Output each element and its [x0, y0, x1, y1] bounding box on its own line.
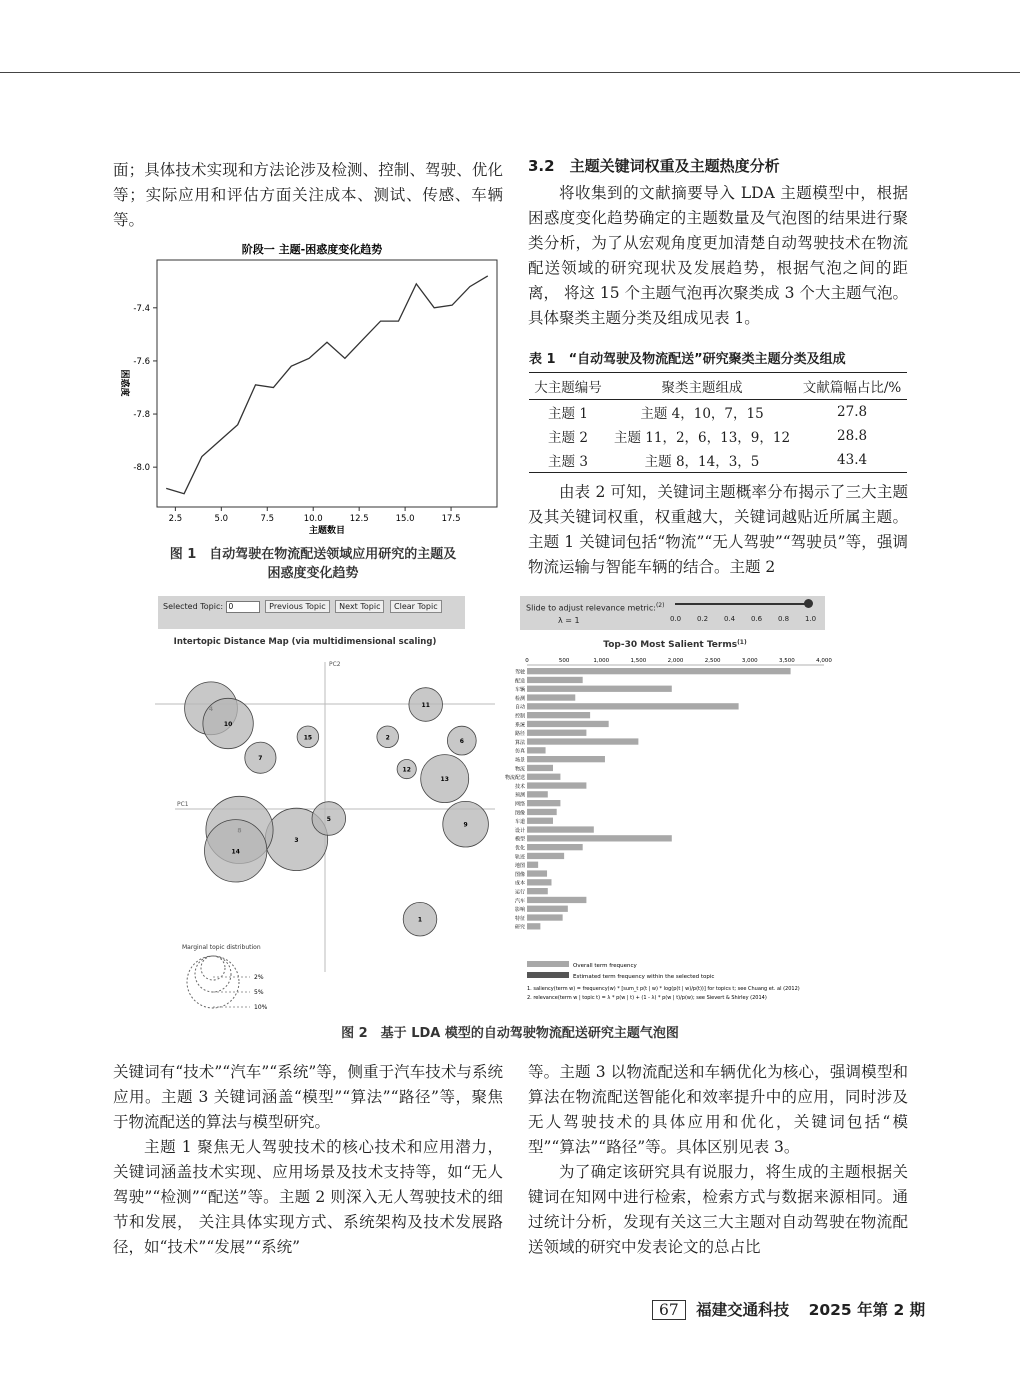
topic-bubble-label: 11	[421, 702, 430, 709]
fig1-xtick-label: 5.0	[214, 514, 229, 524]
legend-estimated-swatch	[527, 972, 569, 978]
term-bar[interactable]	[527, 747, 546, 753]
bottom-left-paragraph-1: 关键词有“技术”“汽车”“系统”等，侧重于汽车技术与系统应用。主题 3 关键词涵盖“模型”“算法”“路径”等，聚焦于物流配送的算法与模型研究。	[113, 1063, 503, 1131]
clear-topic-button[interactable]: Clear Topic	[390, 600, 442, 613]
legend-overall-label: Overall term frequency	[573, 963, 637, 969]
table-cell: 主题 8，14，3，5	[607, 448, 797, 473]
term-label: 运行	[514, 889, 525, 896]
table-1-title: 表 1 “自动驾驶及物流配送”研究聚类主题分类及组成	[529, 352, 846, 367]
relevance-note: 2. relevance(term w | topic t) = λ * p(w | t) + (1 - λ) * p(w | t)/p(w); see Sievert & Shirley (2014)	[527, 995, 767, 1001]
term-bar[interactable]	[527, 888, 548, 894]
fig1-plot-frame	[157, 260, 497, 507]
term-label: 网络	[514, 801, 525, 808]
fig1-xtick-label: 7.5	[260, 514, 275, 524]
term-label: 设计	[514, 827, 525, 834]
term-label: 系统	[514, 722, 525, 729]
term-bar[interactable]	[527, 677, 583, 683]
fig1-ylabel: 困惑度	[119, 369, 129, 397]
relevance-slider-panel	[520, 596, 825, 630]
figure-2-ldavis	[155, 632, 845, 1017]
slider-tick-label: 0.4	[724, 615, 736, 623]
bar-xtick-label: 4,000	[816, 658, 832, 664]
term-bar[interactable]	[527, 879, 552, 885]
topic-bubble-label: 2	[385, 734, 390, 742]
term-label: 影响	[514, 907, 525, 914]
term-bar[interactable]	[527, 756, 605, 762]
fig1-caption-line1: 图 1 自动驾驶在物流配送领域应用研究的主题及	[169, 547, 457, 562]
fig1-xtick-label: 10.0	[303, 514, 323, 524]
term-bar[interactable]	[527, 686, 672, 692]
term-label: 车辆	[514, 687, 525, 694]
previous-topic-button[interactable]: Previous Topic	[265, 600, 329, 613]
bar-xtick-label: 2,000	[667, 658, 684, 664]
table-row	[529, 424, 907, 448]
term-label: 模型	[514, 836, 525, 843]
bar-xtick-label: 1,000	[593, 658, 610, 664]
term-bar[interactable]	[527, 906, 568, 912]
term-bar[interactable]	[527, 835, 672, 841]
term-label: 预测	[514, 792, 525, 799]
table-row	[529, 448, 907, 473]
topic-bubble-label: 7	[258, 755, 263, 763]
term-label: 地图	[514, 863, 525, 870]
topic-bubble-label: 1	[417, 916, 423, 924]
marginal-dist-legend	[187, 956, 268, 1011]
marginal-label: 5%	[254, 989, 264, 996]
topic-bubble-label: 3	[294, 836, 299, 844]
term-label: 算法	[514, 739, 525, 746]
table-1	[529, 348, 907, 473]
term-label: 驾驶	[514, 669, 525, 676]
bar-xtick-label: 3,000	[741, 658, 758, 664]
page-footer	[652, 1298, 925, 1320]
fig1-ytick-label: -7.8	[133, 410, 150, 421]
legend-overall-swatch	[527, 961, 569, 967]
fig1-ytick-label: -7.4	[133, 303, 150, 314]
term-bar[interactable]	[527, 897, 586, 903]
term-label: 优化	[514, 845, 525, 852]
selected-topic-input[interactable]	[226, 601, 260, 613]
term-bar[interactable]	[527, 826, 594, 832]
marginal-label: 10%	[254, 1004, 268, 1011]
term-label: 仿真	[514, 748, 525, 755]
page-number: 67	[652, 1300, 686, 1320]
fig1-xtick-label: 15.0	[395, 514, 415, 524]
topic-bubble-label: 12	[402, 766, 411, 774]
table-cell: 主题 11，2，6，13，9，12	[613, 430, 791, 446]
journal-name: 福建交通科技	[696, 1301, 790, 1319]
table-cell: 28.8	[837, 428, 868, 444]
slider-tick-label: 0.6	[751, 615, 763, 623]
fig1-ytick-label: -7.6	[133, 356, 150, 367]
intertopic-map-title: Intertopic Distance Map (via multidimensional scaling)	[173, 637, 437, 647]
section-3-2-heading: 3.2 主题关键词权重及主题热度分析	[528, 157, 780, 175]
left-top-paragraph: 面；具体技术实现和方法论涉及检测、控制、驾驶、优化等；实际应用和评估方面关注成本、测试、传感、车辆等。	[113, 161, 503, 229]
next-topic-button[interactable]: Next Topic	[335, 600, 384, 613]
topic-control-bar	[158, 596, 465, 629]
journal-issue: 2025 年第 2 期	[808, 1301, 926, 1319]
term-bar[interactable]	[527, 844, 583, 850]
term-bar[interactable]	[527, 923, 540, 929]
topic-bubble-label: 9	[463, 821, 468, 829]
bar-xtick-label: 3,500	[779, 658, 795, 664]
table-header-cell: 聚类主题组成	[607, 373, 797, 400]
bottom-right-paragraph-1: 等。主题 3 以物流配送和车辆优化为核心，强调模型和算法在物流配送智能化和效率提升中的应用，同时涉及无人驾驶技术的具体应用和优化，关键词包括“模型”“算法”“路径”等。具体区别见表 3。	[528, 1063, 908, 1156]
bottom-right-paragraph-2: 为了确定该研究具有说服力，将生成的主题根据关键词在知网中进行检索，检索方式与数据来源相同。通过统计分析，发现有关这三大主题对自动驾驶在物流配送领域的研究中发表论文的总占比	[528, 1163, 908, 1256]
term-label: 检测	[514, 695, 525, 702]
right-top-text	[528, 154, 908, 331]
table-cell: 43.4	[797, 448, 907, 473]
relevance-slider-track[interactable]	[675, 603, 809, 605]
term-bar[interactable]	[527, 774, 560, 780]
slider-label: Slide to adjust relevance metric:	[526, 603, 656, 613]
table-row	[529, 400, 907, 425]
marginal-circle-small	[201, 956, 225, 980]
table-header-cell: 文献篇幅占比/%	[797, 373, 907, 400]
term-bar[interactable]	[527, 712, 590, 718]
table-cell: 主题 4，10，7，15	[640, 406, 764, 422]
bottom-right-text	[528, 1060, 908, 1260]
term-bar[interactable]	[527, 914, 563, 920]
right-mid-paragraph: 由表 2 可知，关键词主题概率分布揭示了三大主题及其关键词权重，权重越大，关键词越贴近所属主题。主题 1 关键词包括“物流”“无人驾驶”“驾驶员”等，强调物流运输与智能车辆的结合。主题 2	[528, 483, 908, 576]
figure-1-perplexity-chart	[112, 238, 512, 538]
fig1-xtick-label: 17.5	[441, 514, 461, 524]
table-header-cell: 大主题编号	[529, 373, 607, 400]
fig1-ytick-label: -8.0	[133, 463, 150, 474]
slider-tick-label: 0.2	[697, 615, 709, 623]
term-label: 汽车	[514, 898, 525, 905]
term-bar[interactable]	[527, 668, 791, 674]
term-bar[interactable]	[527, 703, 739, 709]
term-bar[interactable]	[527, 730, 586, 736]
fig1-title: 阶段一 主题-困惑度变化趋势	[241, 243, 383, 256]
term-label: 自动	[514, 704, 525, 711]
marginal-label: 2%	[254, 974, 264, 981]
salient-terms-title-sup: (1)	[737, 639, 747, 646]
term-bar[interactable]	[527, 818, 553, 824]
legend-estimated-label: Estimated term frequency within the selected topic	[573, 974, 715, 980]
term-label: 配送	[514, 678, 525, 685]
bar-xtick-label: 500	[558, 658, 570, 664]
fig1-xtick-label: 12.5	[349, 514, 369, 524]
marginal-circle-large	[187, 956, 239, 1008]
term-label: 路径	[514, 731, 525, 738]
marginal-dist-title: Marginal topic distribution	[182, 944, 261, 951]
topic-bubble-label: 13	[440, 776, 449, 784]
term-label: 物流配送	[504, 775, 525, 782]
term-label: 特征	[514, 915, 525, 922]
marginal-circle-medium	[195, 956, 231, 992]
right-mid-text	[528, 480, 908, 580]
term-bar[interactable]	[527, 738, 638, 744]
term-bar[interactable]	[527, 809, 557, 815]
fig1-xlabel: 主题数目	[308, 526, 346, 536]
term-bar[interactable]	[527, 782, 586, 788]
term-label: 车道	[514, 819, 525, 826]
term-label: 成本	[514, 880, 525, 887]
figure-1-caption	[143, 545, 483, 583]
lambda-value: λ = 1	[558, 616, 580, 625]
term-bar[interactable]	[527, 765, 553, 771]
table-header-row	[529, 373, 907, 400]
table-cell: 主题 3	[529, 448, 607, 473]
term-bar[interactable]	[527, 791, 548, 797]
topic-bubble-label: 10	[223, 721, 233, 728]
term-label: 物流	[514, 766, 525, 773]
topic-bubble-label: 15	[303, 734, 313, 742]
term-label: 技术	[514, 783, 525, 790]
pc2-label: PC2	[329, 661, 341, 668]
term-label: 图像	[514, 810, 525, 817]
bottom-left-paragraph-2: 主题 1 聚焦无人驾驶技术的核心技术和应用潜力，关键词涵盖技术实现、应用场景及技术支持等，如“无人驾驶”“检测”“配送”等。主题 2 则深入无人驾驶技术的细节和发展， 关注具体实现方式、系统架构及技术发展路径，如“技术”“发展”“系统”	[113, 1138, 503, 1256]
selected-topic-label: Selected Topic:	[163, 602, 224, 611]
table-cell: 主题 1	[548, 406, 588, 422]
fig1-series-line	[166, 276, 488, 494]
term-label: 研究	[514, 924, 525, 931]
slider-tick-label: 1.0	[805, 615, 817, 623]
term-bar[interactable]	[527, 870, 547, 876]
bottom-left-text	[113, 1060, 503, 1260]
figure-2-caption: 图 2 基于 LDA 模型的自动驾驶物流配送研究主题气泡图	[341, 1026, 679, 1041]
fig1-caption-line2: 困惑度变化趋势	[267, 566, 359, 581]
term-bar[interactable]	[527, 694, 575, 700]
slider-sup: (2)	[655, 602, 665, 609]
term-bar[interactable]	[527, 862, 538, 868]
salient-terms-title-text: Top-30 Most Salient Terms	[603, 640, 738, 650]
salient-terms-title	[603, 639, 747, 650]
topic-bubble-label: 5	[326, 816, 331, 823]
topic-bubble-label: 6	[459, 738, 464, 746]
relevance-slider-handle[interactable]	[804, 599, 813, 608]
section-3-2-paragraph: 将收集到的文献摘要导入 LDA 主题模型中，根据困惑度变化趋势确定的主题数量及气泡图的结果进行聚类分析，为了从宏观角度更加清楚自动驾驶技术在物流配送领域的研究现状及发展趋势，根据气泡之间的距离， 将这 15 个主题气泡再次聚类成 3 个大主题气泡。具体聚类主题分类及组成见表 1。	[528, 184, 908, 327]
term-label: 场景	[514, 757, 525, 764]
term-label: 图像	[514, 871, 525, 878]
topic-bubble-label: 14	[231, 848, 240, 856]
header-rule	[0, 72, 1020, 73]
saliency-note: 1. saliency(term w) = frequency(w) * [sum_t p(t | w) * log(p(t | w)/p(t))] for topics t; see Chuang et. al (2012)	[527, 986, 800, 992]
term-label: 控制	[514, 713, 525, 720]
term-bar[interactable]	[527, 853, 564, 859]
term-bar[interactable]	[527, 800, 560, 806]
left-top-text	[113, 158, 503, 233]
table-cell: 主题 2	[548, 430, 588, 446]
table-cell: 27.8	[837, 404, 868, 420]
term-bar[interactable]	[527, 721, 609, 727]
slider-tick-label: 0.0	[670, 615, 682, 623]
pc1-label: PC1	[177, 801, 189, 808]
table-1-grid	[529, 372, 907, 473]
bar-xtick-label: 0	[525, 658, 529, 664]
bar-xtick-label: 2,500	[704, 658, 721, 664]
term-label: 轨迹	[514, 854, 525, 861]
fig1-xtick-label: 2.5	[168, 514, 183, 524]
bar-xtick-label: 1,500	[630, 658, 647, 664]
slider-tick-label: 0.8	[778, 615, 790, 623]
